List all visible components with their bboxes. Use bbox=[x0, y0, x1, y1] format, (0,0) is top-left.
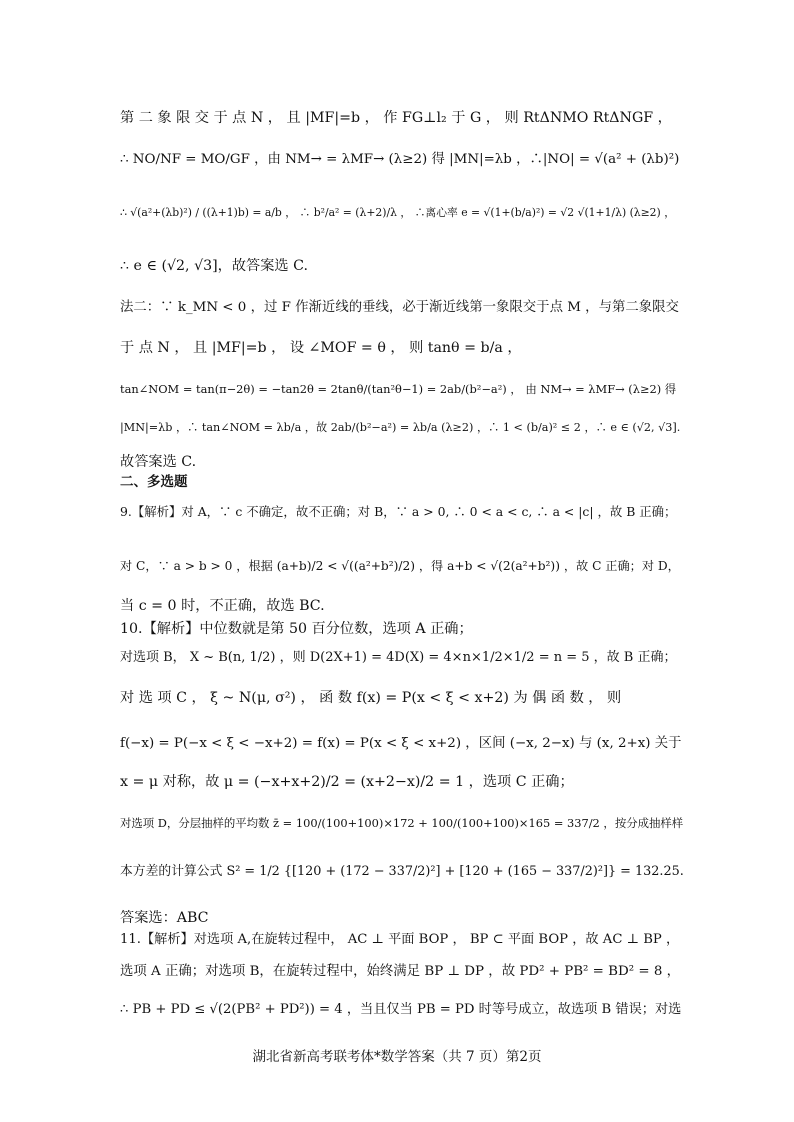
text-line: f(−x) = P(−x < ξ < −x+2) = f(x) = P(x < ξ < x+2) ，区间 (−x, 2−x) 与 (x, 2+x) 关于 bbox=[120, 736, 682, 751]
text-line: 当 c = 0 时，不正确，故选 BC. bbox=[120, 598, 325, 614]
text-line: 对 C，∵ a > b > 0 ，根据 (a+b)/2 < √((a²+b²)/2) ，得 a+b < √(2(a²+b²)) ，故 C 正确；对 D， bbox=[120, 559, 680, 573]
page-footer: 湖北省新高考联考体*数学答案（共 7 页）第2页 bbox=[252, 1049, 542, 1065]
text-line: tan∠NOM = tan(π−2θ) = −tan2θ = 2tanθ/(tan²θ−1) = 2ab/(b²−a²) ， 由 NM→ = λMF→ (λ≥2) 得 bbox=[120, 382, 677, 396]
text-line: 本方差的计算公式 S² = 1/2 {[120 + (172 − 337/2)²] + [120 + (165 − 337/2)²]} = 132.25. bbox=[120, 864, 684, 879]
text-line: 对 选 项 C ， ξ ~ N(μ, σ²) ， 函 数 f(x) = P(x < ξ < x+2) 为 偶 函 数 ， 则 bbox=[120, 690, 622, 706]
text-line: ∴ e ∈ (√2, √3]，故答案选 C. bbox=[120, 258, 308, 274]
section-heading: 二、多选题 bbox=[120, 474, 188, 490]
text-line: ∴ PB + PD ≤ √(2(PB² + PD²)) = 4 ，当且仅当 PB = PD 时等号成立，故选项 B 错误；对选 bbox=[120, 1002, 682, 1017]
text-line: 于 点 N ， 且 |MF|=b ， 设 ∠MOF = θ ， 则 tanθ = b/a ， bbox=[120, 340, 522, 356]
text-line: 11.【解析】对选项 A,在旋转过程中， AC ⊥ 平面 BOP ， BP ⊂ 平面 BOP ，故 AC ⊥ BP ， bbox=[120, 932, 680, 947]
text-line: x = μ 对称，故 μ = (−x+x+2)/2 = (x+2−x)/2 = 1 ，选项 C 正确； bbox=[120, 774, 574, 790]
text-line: 对选项 B， X ~ B(n, 1/2) ，则 D(2X+1) = 4D(X) = 4×n×1/2×1/2 = n = 5 ，故 B 正确； bbox=[120, 650, 677, 665]
text-line: 法二：∵ k_MN < 0 ，过 F 作渐近线的垂线，必于渐近线第一象限交于点 M ，与第二象限交 bbox=[120, 300, 679, 315]
text-line: 故答案选 C. bbox=[120, 454, 197, 470]
text-line: 9.【解析】对 A，∵ c 不确定，故不正确；对 B，∵ a > 0, ∴ 0 < a < c, ∴ a < |c| ，故 B 正确； bbox=[120, 504, 677, 519]
text-line: 10.【解析】中位数就是第 50 百分位数，选项 A 正确； bbox=[120, 621, 473, 637]
text-line: 答案选：ABC bbox=[120, 910, 209, 926]
text-line: 第 二 象 限 交 于 点 N ， 且 |MF|=b ， 作 FG⊥l₂ 于 G ， 则 RtΔNMO RtΔNGF ， bbox=[120, 110, 672, 126]
text-line: 选项 A 正确；对选项 B，在旋转过程中，始终满足 BP ⊥ DP ，故 PD² + PB² = BD² = 8 ， bbox=[120, 964, 680, 979]
text-line: 对选项 D，分层抽样的平均数 z̄ = 100/(100+100)×172 + 100/(100+100)×165 = 337/2 ，按分成抽样样 bbox=[120, 816, 684, 830]
text-line: |MN|=λb ，∴ tan∠NOM = λb/a ，故 2ab/(b²−a²) = λb/a (λ≥2) ，∴ 1 < (b/a)² ≤ 2 ，∴ e ∈ (√2, √3]. bbox=[120, 421, 681, 434]
text-line: ∴ NO/NF = MO/GF ，由 NM→ = λMF→ (λ≥2) 得 |MN|=λb ，∴|NO| = √(a² + (λb)²) bbox=[120, 152, 680, 167]
text-line: ∴ √(a²+(λb)²) / ((λ+1)b) = a/b ， ∴ b²/a² = (λ+2)/λ ， ∴离心率 e = √(1+(b/a)²) = √2 √(1+1/λ) (λ≥2) ， bbox=[120, 206, 675, 219]
